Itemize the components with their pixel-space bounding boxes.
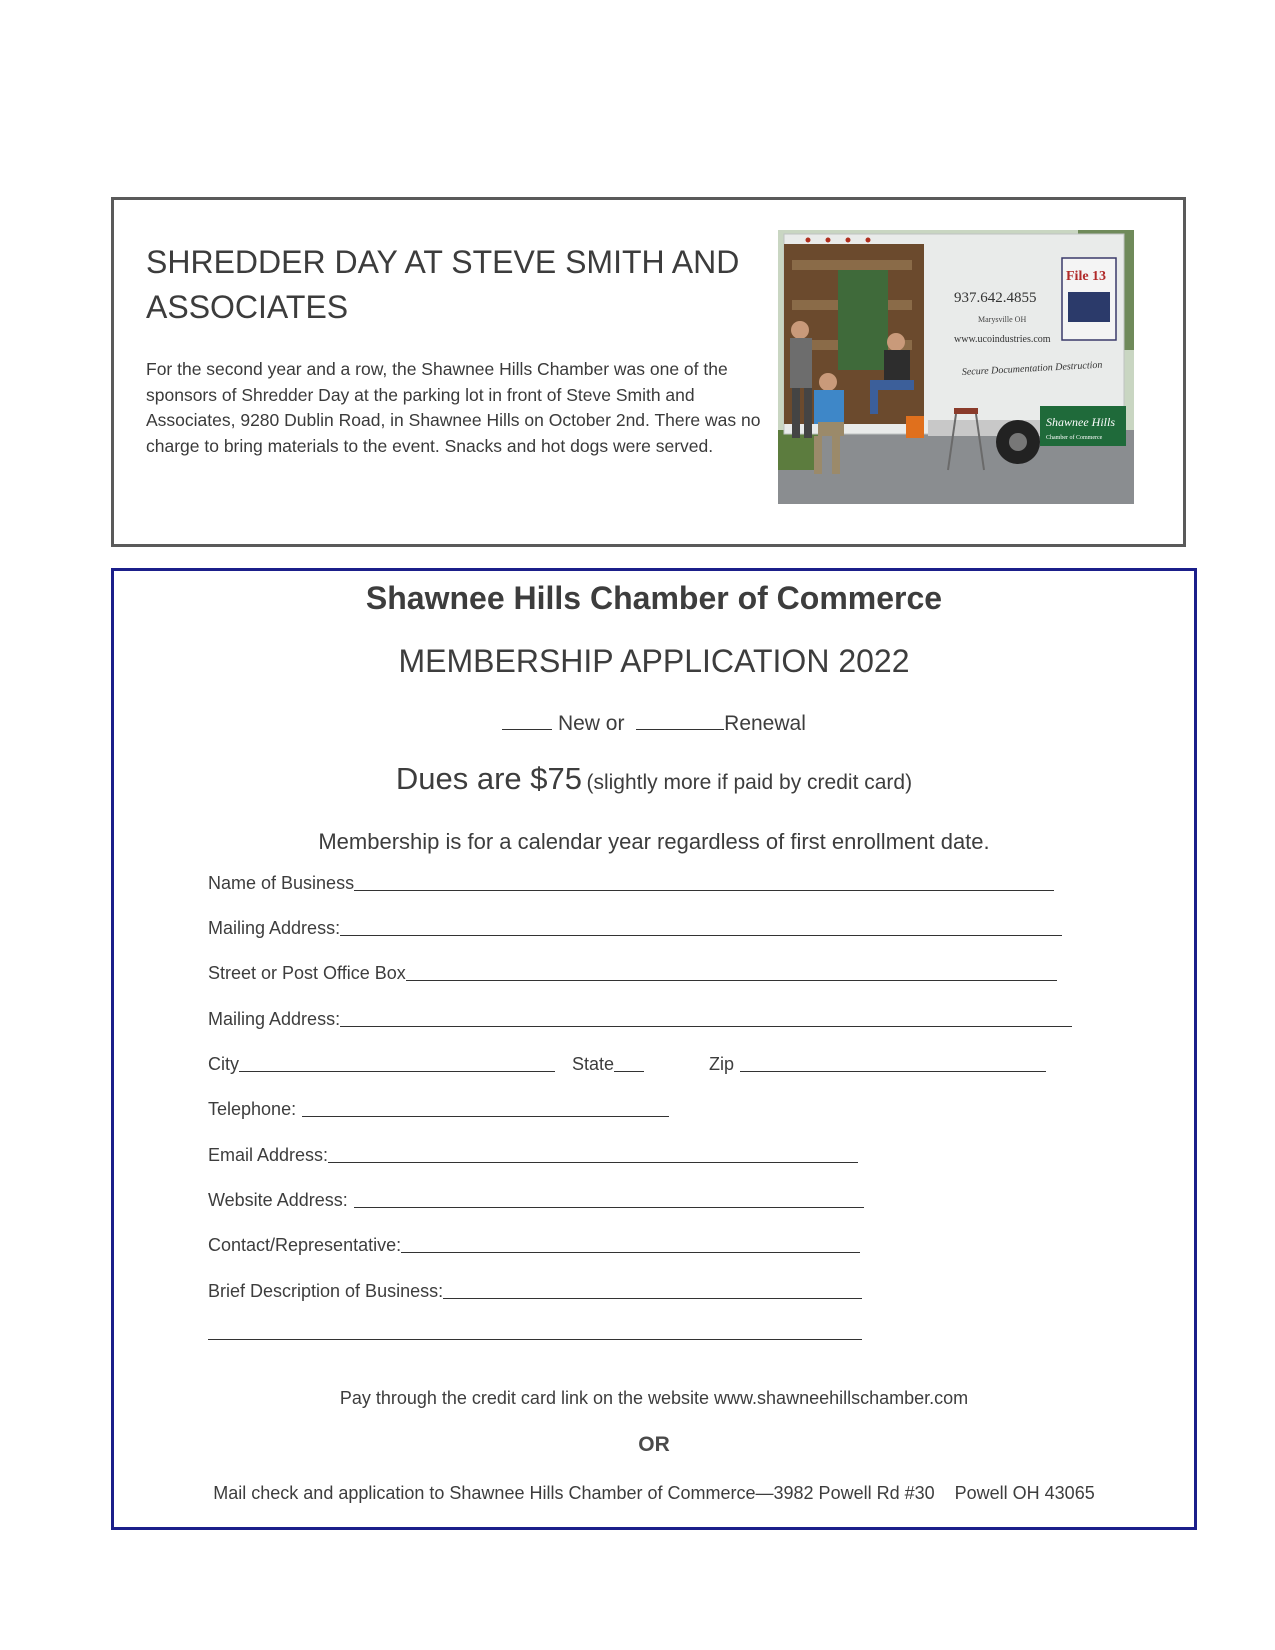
street-input[interactable]	[406, 980, 1057, 981]
shredding-truck-photo	[778, 230, 1134, 504]
business-name-field	[208, 872, 1054, 894]
mailing-address-input-1[interactable]	[340, 935, 1062, 936]
mail-note: Mail check and application to Shawnee Hills Chamber of Commerce—3982 Powell Rd #30 Powell OH 43065	[213, 1483, 1095, 1503]
photo-banner-sub: Chamber of Commerce	[1046, 435, 1103, 441]
zip-field	[709, 1053, 1046, 1075]
description-input[interactable]	[443, 1298, 862, 1299]
business-name-label: Name of Business	[208, 873, 355, 893]
photo-website: www.ucoindustries.com	[954, 334, 1051, 345]
article-title-line-1: SHREDDER DAY AT STEVE SMITH AND	[146, 244, 740, 280]
description-label: Brief Description of Business:	[208, 1281, 444, 1301]
city-label: City	[208, 1054, 239, 1074]
street-label: Street or Post Office Box	[208, 963, 406, 983]
photo-slogan: Secure Documentation Destruction	[961, 359, 1103, 378]
city-field	[208, 1053, 555, 1075]
calendar-note: Membership is for a calendar year regardless of first enrollment date.	[318, 829, 990, 854]
zip-input[interactable]	[740, 1071, 1046, 1072]
city-input[interactable]	[239, 1071, 555, 1072]
mailing-address-label-2: Mailing Address:	[208, 1009, 341, 1029]
street-field	[208, 962, 1057, 984]
renewal-label: Renewal	[724, 712, 806, 735]
state-input[interactable]	[614, 1071, 644, 1072]
dues-amount: Dues are $75	[395, 761, 583, 796]
or-divider: OR	[638, 1433, 670, 1456]
email-field	[208, 1144, 858, 1166]
mailing-address-field-1	[208, 917, 1062, 939]
article-body: For the second year and a row, the Shawnee Hills Chamber was one of the sponsors of Shredder Day at the parking lot in front of Steve Smith and Associates, 9280 Dublin Road, in Shawnee Hills on October 2nd. There was no charge to bring materials to the event. Snacks and hot dogs were served.	[146, 359, 761, 456]
new-blank[interactable]	[502, 728, 552, 730]
org-name: Shawnee Hills Chamber of Commerce	[365, 580, 943, 616]
website-field	[208, 1189, 864, 1211]
telephone-label: Telephone:	[208, 1099, 297, 1119]
renewal-blank[interactable]	[636, 728, 724, 730]
dues-line	[114, 761, 1194, 797]
state-label: State	[572, 1054, 615, 1074]
email-label: Email Address:	[208, 1145, 329, 1165]
website-label: Website Address:	[208, 1190, 348, 1210]
new-or-renewal	[114, 712, 1194, 736]
contact-label: Contact/Representative:	[208, 1235, 402, 1255]
contact-input[interactable]	[401, 1252, 860, 1253]
new-label: New or	[557, 712, 625, 735]
photo-city: Marysville OH	[978, 315, 1027, 324]
photo-banner: Shawnee Hills	[1046, 415, 1115, 429]
photo-logo-text: File 13	[1066, 269, 1107, 284]
pay-note: Pay through the credit card link on the website www.shawneehillschamber.com	[339, 1388, 969, 1408]
zip-label: Zip	[709, 1054, 735, 1074]
mailing-address-input-2[interactable]	[340, 1026, 1072, 1027]
application-title: MEMBERSHIP APPLICATION 2022	[398, 643, 910, 679]
mailing-address-field-2	[208, 1008, 1072, 1030]
state-field	[572, 1053, 644, 1075]
website-input[interactable]	[354, 1207, 864, 1208]
membership-application-form	[111, 568, 1197, 1530]
telephone-input[interactable]	[302, 1116, 669, 1117]
photo-phone: 937.642.4855	[954, 290, 1037, 306]
description-input-line-2[interactable]	[208, 1339, 862, 1340]
mailing-address-label-1: Mailing Address:	[208, 918, 341, 938]
shredder-day-article	[111, 197, 1186, 547]
description-field	[208, 1280, 862, 1302]
email-input[interactable]	[328, 1162, 858, 1163]
article-title-line-2: ASSOCIATES	[146, 289, 349, 325]
article-title	[146, 240, 766, 330]
business-name-input[interactable]	[354, 890, 1054, 891]
dues-note: (slightly more if paid by credit card)	[586, 771, 913, 794]
telephone-field	[208, 1098, 669, 1120]
contact-field	[208, 1234, 860, 1256]
